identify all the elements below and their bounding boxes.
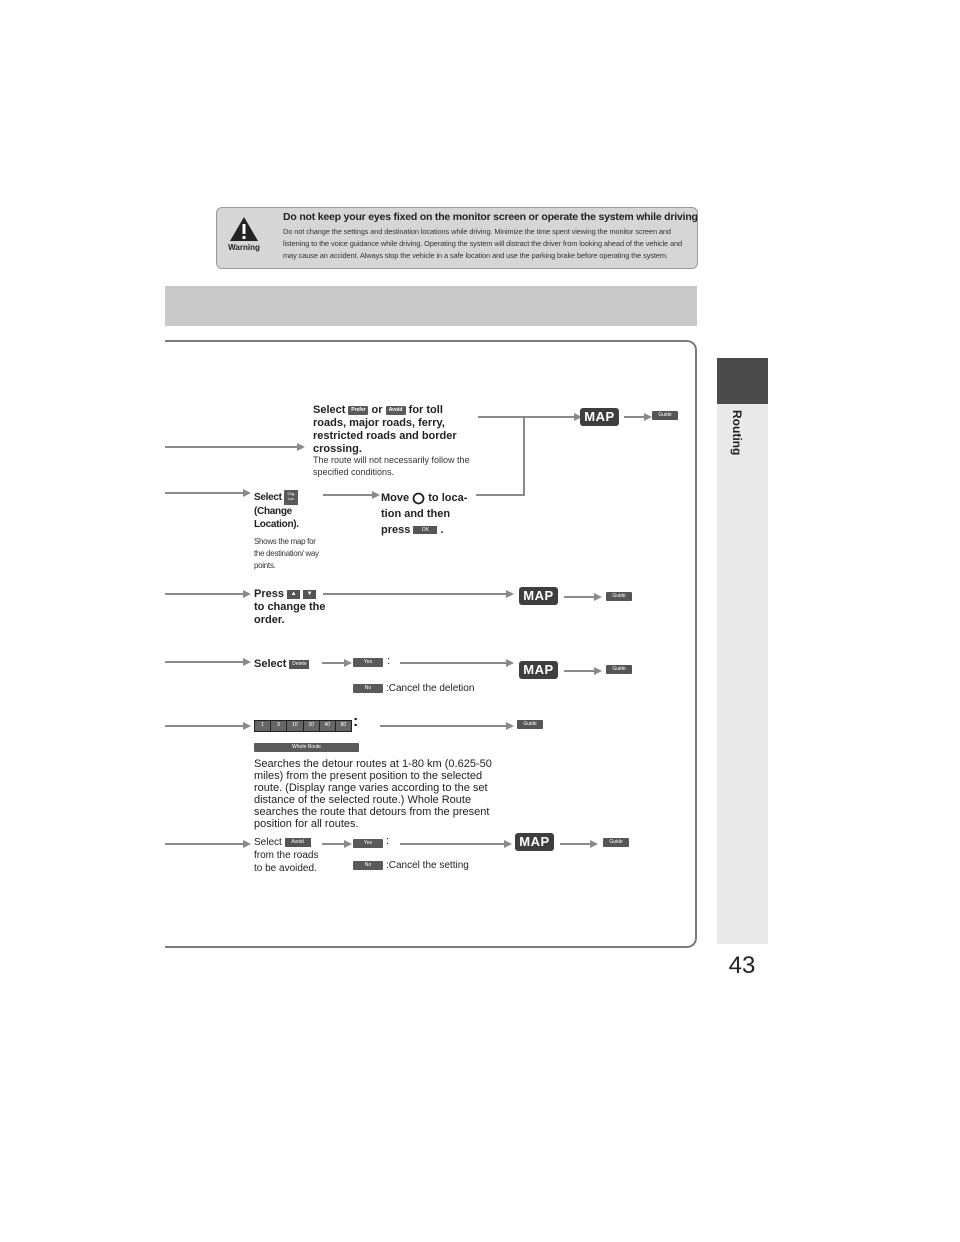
row2-instruction: Select Chg. Loc. (Change Location). [254,491,299,530]
arrow-head [594,593,602,601]
whole-route-button[interactable]: Whole Route [254,743,359,752]
yes-button[interactable]: Yes [353,839,383,848]
change-location-button[interactable]: Chg. Loc. [284,490,298,505]
colon: : [387,655,391,667]
arrow-head [243,489,251,497]
distance-button[interactable]: 80 [336,721,351,731]
arrow-line [323,494,372,496]
page-number: 43 [728,952,756,979]
chapter-tab-block [717,358,768,404]
arrow-line [380,725,506,727]
arrow-line [400,843,504,845]
distance-button[interactable]: 40 [320,721,335,731]
arrow-line [322,843,344,845]
avoid-button[interactable]: Avoid [386,406,406,415]
arrow-line [165,593,243,595]
no-button[interactable]: No [353,684,383,693]
arrow-head [372,491,380,499]
distance-button[interactable]: 10 [287,721,302,731]
row2-move-instruction: Move to loca- tion and then press OK . [381,492,468,536]
move-down-button[interactable]: ▼ [303,590,316,599]
detour-distance-buttons [254,720,352,732]
colon: : [353,713,359,730]
arrow-head [594,667,602,675]
arrow-head [243,722,251,730]
arrow-head [243,590,251,598]
arrow-line [478,416,574,418]
arrow-head [297,443,305,451]
arrow-head [344,659,352,667]
move-up-button[interactable]: ▲ [287,590,300,599]
warning-body: Do not change the settings and destination locations while driving. Minimize the time spent viewing the monitor screen and listening to the voice guidance while driving. Operating the system will distract the driver from looking ahead of the vehicle and may cause an accident. Always stop the vehicle in a safe location and use the parking brake before operating the system. [283,227,683,260]
arrow-line [560,843,590,845]
arrow-head [506,659,514,667]
map-button[interactable]: MAP [580,408,619,426]
arrow-head [504,840,512,848]
arrow-head [243,840,251,848]
arrow-line [564,596,594,598]
arrow-line [165,843,243,845]
arrow-line [165,725,243,727]
ok-button[interactable]: OK [413,526,437,534]
colon: : [386,835,390,847]
row6-instruction: Select Avoid from the roads to be avoided. [254,837,319,874]
arrow-head [506,722,514,730]
no-description: :Cancel the setting [386,860,469,871]
arrow-line [564,670,594,672]
row1-instruction: Select Prefer or Avoid for toll roads, major roads, ferry, restricted roads and border crossing. [313,404,457,455]
joystick-icon [412,492,425,505]
connector-line [523,416,525,496]
arrow-head [344,840,352,848]
guide-button[interactable]: Guide [606,592,632,601]
distance-button[interactable]: 5 [271,721,286,731]
row2-note: Shows the map for the destination/ way points. [254,537,319,570]
arrow-line [165,492,243,494]
section-title-bar [165,286,697,326]
distance-button[interactable]: 20 [304,721,319,731]
chapter-tab-label: Routing [730,410,744,456]
delete-button[interactable]: Delete [289,660,309,669]
row3-instruction: Press ▲ ▼ to change the order. [254,588,326,626]
map-button[interactable]: MAP [519,661,558,679]
warning-label: Warning [228,243,260,252]
chapter-tab-strip [717,404,768,944]
guide-button[interactable]: Guide [652,411,678,420]
warning-triangle-icon [229,216,259,242]
map-button[interactable]: MAP [515,833,554,851]
row4-instruction: Select Delete [254,658,324,671]
no-description: :Cancel the deletion [386,683,475,694]
distance-button[interactable]: 1 [255,721,270,731]
arrow-head [506,590,514,598]
arrow-line [400,662,506,664]
arrow-head [243,658,251,666]
guide-button[interactable]: Guide [517,720,543,729]
guide-button[interactable]: Guide [606,665,632,674]
arrow-head [644,413,652,421]
arrow-head [590,840,598,848]
arrow-line [165,661,243,663]
detour-description: Searches the detour routes at 1-80 km (0.625-50 miles) from the present position to the selected route. (Display range varies according to the set distance of the selected route.) Whole Route searches the route that detours from the present position for all routes. [254,758,492,830]
arrow-line [165,446,297,448]
avoid-button[interactable]: Avoid [285,838,311,847]
row1-note: The route will not necessarily follow the specified conditions. [313,455,470,477]
yes-button[interactable]: Yes [353,658,383,667]
prefer-button[interactable]: Prefer [348,406,368,415]
warning-title: Do not keep your eyes fixed on the monitor screen or operate the system while driving [283,211,698,223]
arrow-line [624,416,644,418]
map-button[interactable]: MAP [519,587,558,605]
guide-button[interactable]: Guide [603,838,629,847]
arrow-line [322,662,344,664]
no-button[interactable]: No [353,861,383,870]
arrow-line [323,593,506,595]
